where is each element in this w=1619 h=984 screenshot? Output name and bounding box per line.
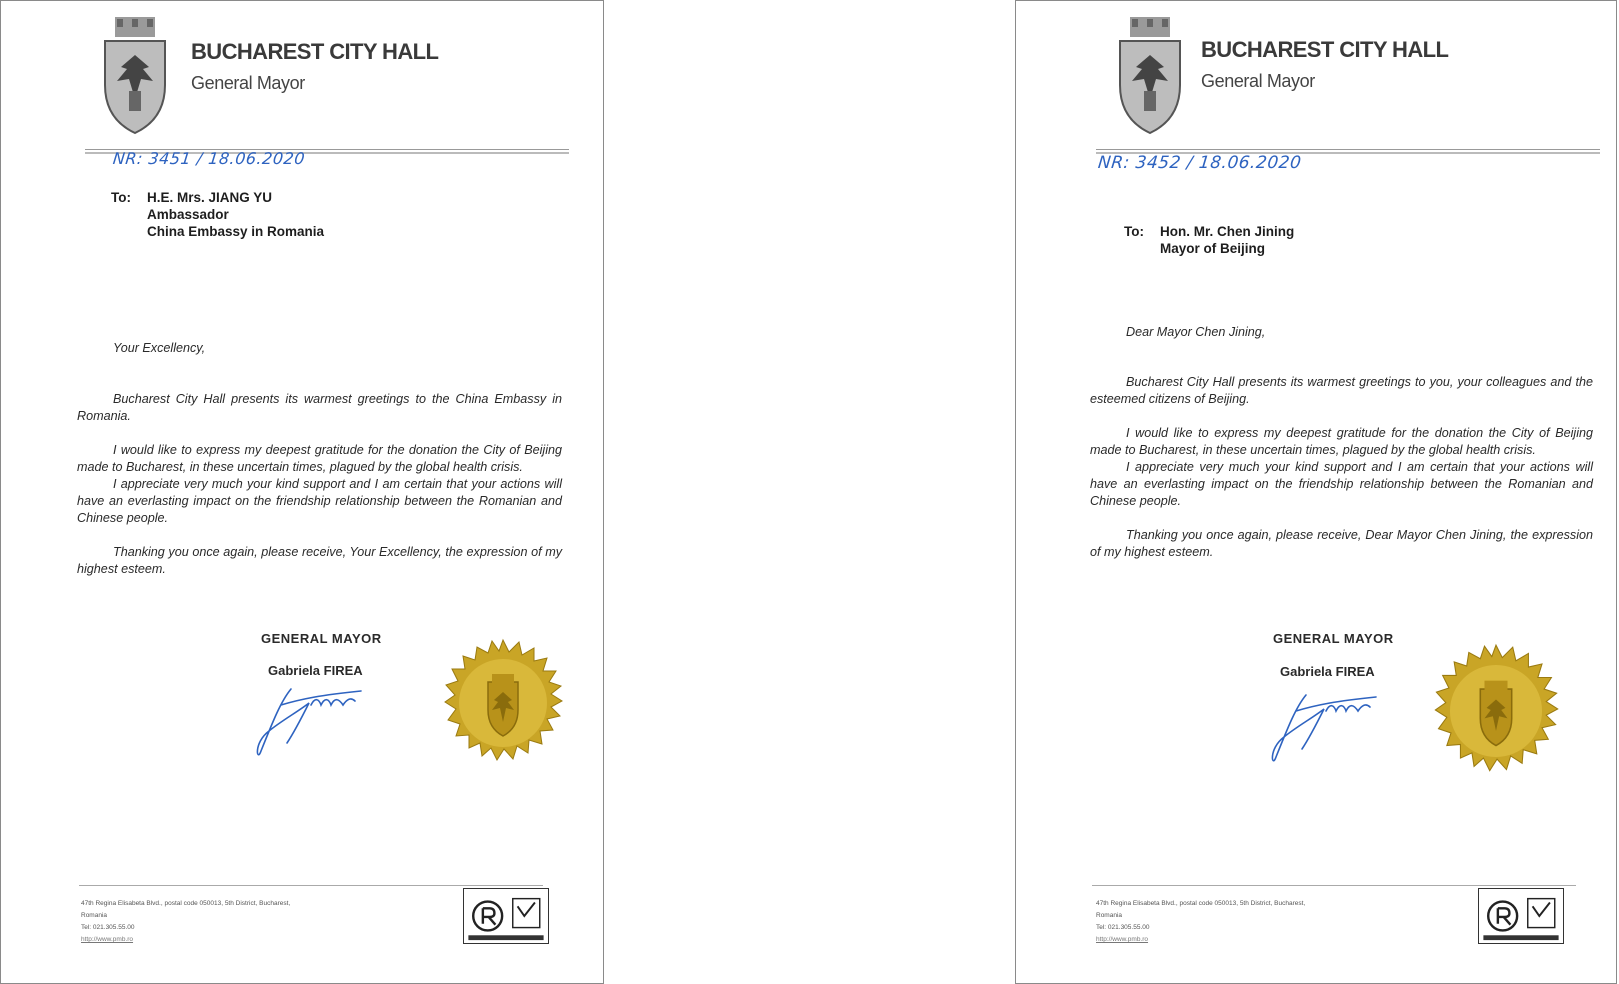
recipient-line: Ambassador (147, 207, 229, 222)
footer-website: http://www.pmb.ro (81, 936, 134, 943)
org-subtitle: General Mayor (191, 73, 305, 93)
body-paragraph: I would like to express my deepest gratitude for the donation the City of Beijing made to Bucharest, in these uncertain times, plagued by the global health crisis. (77, 443, 562, 474)
recipient-line: Mayor of Beijing (1160, 241, 1266, 256)
to-label: To: (111, 190, 131, 205)
body-paragraph: Bucharest City Hall presents its warmest greetings to you, your colleagues and the esteemed citizens of Beijing. (1090, 375, 1593, 406)
certification-logos-icon (463, 888, 549, 944)
org-subtitle: General Mayor (1201, 71, 1315, 91)
header-divider (1096, 149, 1600, 150)
letter-to-ambassador (0, 0, 604, 984)
bucharest-coat-of-arms-icon (101, 15, 169, 135)
letter-to-beijing-mayor (1015, 0, 1617, 984)
footer-contact (1096, 898, 1305, 946)
footer-phone: Tel: 021.305.55.00 (1096, 924, 1150, 931)
footer-divider (79, 885, 543, 886)
footer-phone: Tel: 021.305.55.00 (81, 924, 135, 931)
body-paragraph: Thanking you once again, please receive, Your Excellency, the expression of my highest esteem. (77, 545, 562, 576)
letter-body (1090, 374, 1593, 561)
recipient-line: H.E. Mrs. JIANG YU (147, 190, 273, 205)
official-gold-seal-icon (1428, 643, 1564, 779)
footer-address: 47th Regina Elisabeta Blvd., postal code 050013, 5th District, Bucharest, (81, 900, 291, 907)
footer-country: Romania (1096, 912, 1123, 919)
signatory-name: Gabriela FIREA (268, 663, 363, 678)
registration-number: NR: 3451 / 18.06.2020 (112, 149, 306, 168)
official-gold-seal-icon (438, 638, 568, 768)
handwritten-signature-icon (251, 681, 371, 771)
footer-country: Romania (81, 912, 108, 919)
footer-address: 47th Regina Elisabeta Blvd., postal code 050013, 5th District, Bucharest, (1096, 900, 1306, 907)
body-paragraph: Bucharest City Hall presents its warmest greetings to the China Embassy in Romania. (77, 392, 562, 423)
handwritten-signature-icon (1266, 687, 1386, 777)
bucharest-coat-of-arms-icon (1116, 15, 1184, 135)
body-paragraph: I appreciate very much your kind support and I am certain that your actions will have an everlasting impact on the friendship relationship between the Romanian and Chinese people. (1090, 460, 1593, 508)
signatory-title: GENERAL MAYOR (1273, 631, 1394, 646)
letter-body (77, 391, 562, 578)
org-name: BUCHAREST CITY HALL (1201, 37, 1449, 62)
signatory-title: GENERAL MAYOR (261, 631, 382, 646)
body-paragraph: I would like to express my deepest gratitude for the donation the City of Beijing made to Bucharest, in these uncertain times, plagued by the global health crisis. (1090, 426, 1593, 457)
footer-website: http://www.pmb.ro (1096, 936, 1149, 943)
footer-divider (1092, 885, 1576, 886)
signatory-name: Gabriela FIREA (1280, 664, 1375, 679)
recipient-line: China Embassy in Romania (147, 224, 325, 239)
certification-logos-icon (1478, 888, 1564, 944)
org-name: BUCHAREST CITY HALL (191, 39, 439, 64)
registration-number: NR: 3452 / 18.06.2020 (1096, 153, 1303, 173)
footer-contact (81, 898, 290, 946)
salutation: Your Excellency, (113, 341, 206, 355)
body-paragraph: Thanking you once again, please receive, Dear Mayor Chen Jining, the expression of my highest esteem. (1090, 528, 1593, 559)
recipient-line: Hon. Mr. Chen Jining (1160, 224, 1295, 239)
salutation: Dear Mayor Chen Jining, (1126, 325, 1266, 339)
body-paragraph: I appreciate very much your kind support and I am certain that your actions will have an everlasting impact on the friendship relationship between the Romanian and Chinese people. (77, 477, 562, 525)
to-label: To: (1124, 224, 1144, 239)
